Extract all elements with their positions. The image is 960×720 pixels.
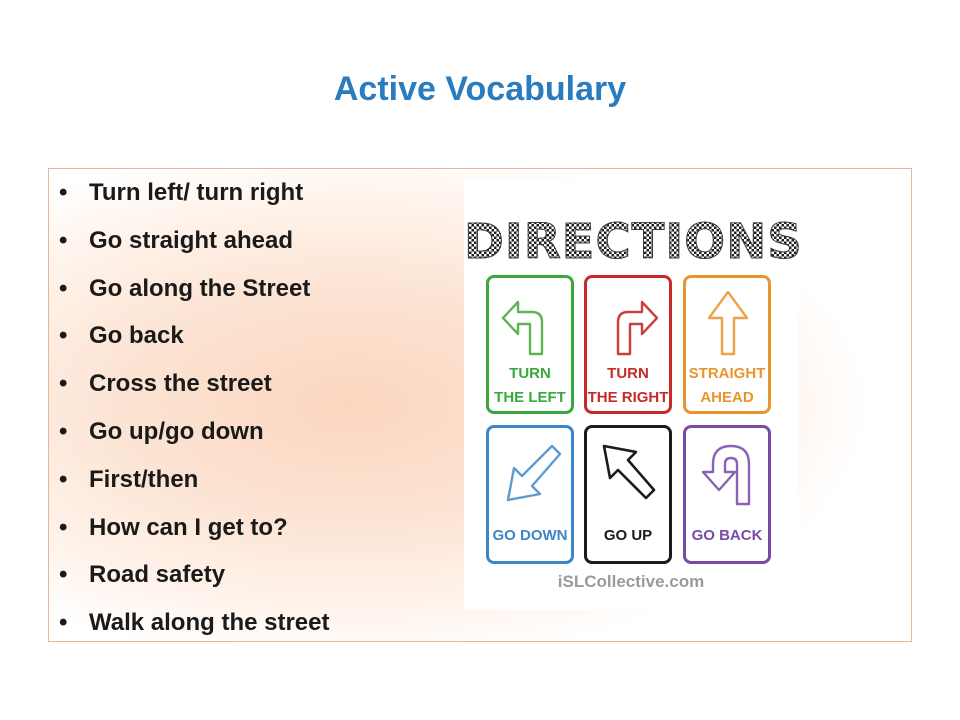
sign-label-line1: TURN	[607, 365, 649, 382]
vocabulary-list	[57, 177, 330, 655]
sign-go-up	[584, 425, 672, 564]
straight-up-arrow-icon	[697, 288, 759, 360]
sign-label-line2: THE LEFT	[494, 389, 566, 406]
down-left-arrow-icon	[500, 438, 562, 510]
list-item: • How can I get to?	[57, 512, 330, 560]
sign-go-down	[486, 425, 574, 564]
list-item: • Turn left/ turn right	[57, 177, 330, 225]
list-item: • Cross the street	[57, 368, 330, 416]
sign-label-line2: THE RIGHT	[587, 389, 669, 406]
sign-label: GO BACK	[691, 527, 763, 544]
list-item: • First/then	[57, 464, 330, 512]
sign-label: GO DOWN	[492, 527, 568, 544]
list-item: • Go straight ahead	[57, 225, 330, 273]
list-item: • Go up/go down	[57, 416, 330, 464]
slide-title: Active Vocabulary	[333, 70, 627, 108]
directions-poster	[464, 180, 803, 610]
turn-left-arrow-icon	[500, 288, 562, 360]
u-turn-arrow-icon	[697, 438, 759, 510]
list-item: • Walk along the street	[57, 607, 330, 655]
sign-label-line1: TURN	[509, 365, 551, 382]
bullet-icon: •	[59, 274, 68, 302]
bullet-icon: •	[59, 179, 68, 206]
sign-straight-ahead	[683, 275, 771, 414]
bullet-icon: •	[59, 609, 68, 637]
bullet-icon: •	[59, 561, 68, 589]
bullet-icon: •	[59, 370, 68, 398]
sign-label-line1: STRAIGHT	[688, 365, 766, 382]
credit-text: iSLCollective.com	[557, 572, 705, 591]
bullet-icon: •	[59, 513, 68, 541]
sign-label: GO UP	[603, 527, 653, 544]
list-item: • Go back	[57, 320, 330, 368]
sign-turn-right	[584, 275, 672, 414]
sign-turn-left	[486, 275, 574, 414]
vocabulary-box	[48, 168, 912, 642]
bullet-icon: •	[59, 322, 68, 350]
directions-heading: DIRECTIONS	[464, 214, 803, 270]
turn-right-arrow-icon	[598, 288, 660, 360]
sign-go-back	[683, 425, 771, 564]
list-item: • Go along the Street	[57, 273, 330, 321]
bullet-icon: •	[59, 226, 68, 254]
bullet-icon: •	[59, 465, 68, 493]
up-left-arrow-icon	[598, 438, 660, 510]
list-item: • Road safety	[57, 559, 330, 607]
bullet-icon: •	[59, 417, 68, 445]
sign-label-line2: AHEAD	[700, 389, 754, 406]
